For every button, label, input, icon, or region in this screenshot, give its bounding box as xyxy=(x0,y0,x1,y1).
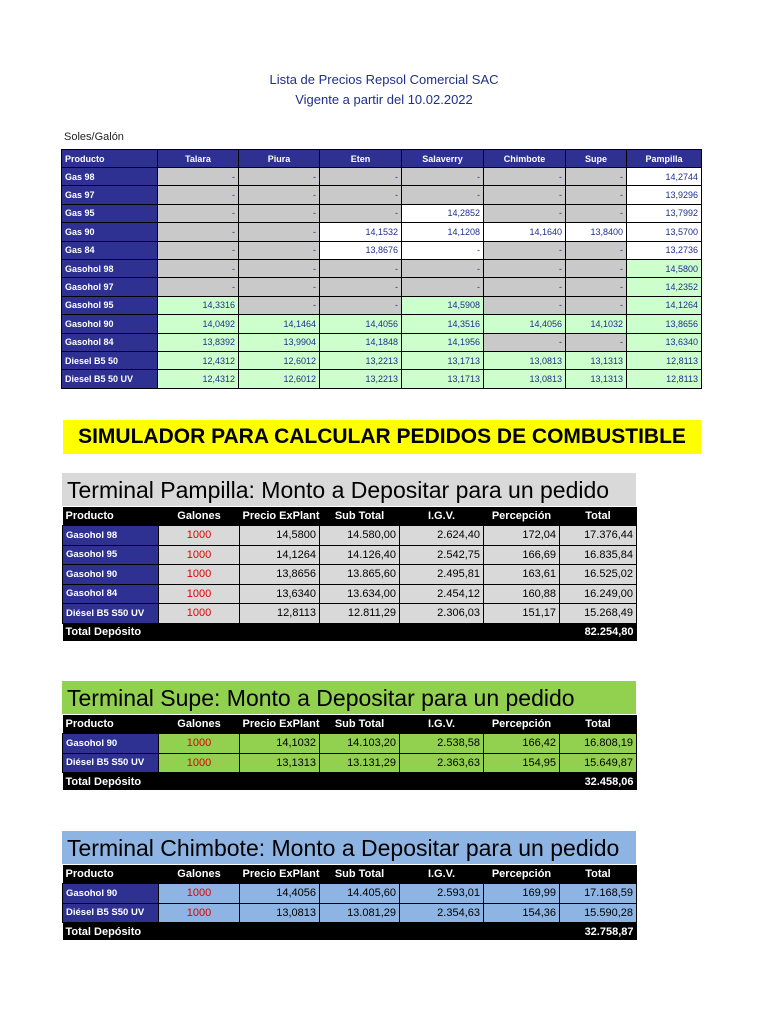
price-cell: - xyxy=(239,186,320,204)
price-cell: 14,2352 xyxy=(627,278,702,296)
price-cell: - xyxy=(320,296,402,314)
amount-cell: 15.649,87 xyxy=(560,753,637,773)
galones-input[interactable]: 1000 xyxy=(159,734,240,754)
price-col-header: Chimbote xyxy=(484,150,566,168)
price-col-header: Talara xyxy=(158,150,239,168)
galones-input[interactable]: 1000 xyxy=(159,526,240,546)
price-cell: - xyxy=(566,186,627,204)
product-name: Gasohol 95 xyxy=(63,545,159,565)
terminal-col-header: Sub Total xyxy=(320,715,400,734)
terminal-supe-table xyxy=(62,715,637,790)
price-cell: 14,3316 xyxy=(158,296,239,314)
terminal-chimbote-title: Terminal Chimbote: Monto a Depositar para un pedido xyxy=(62,831,636,864)
price-row xyxy=(62,370,702,388)
price-cell: 12,6012 xyxy=(239,351,320,369)
price-cell: - xyxy=(484,259,566,277)
product-name: Gas 95 xyxy=(62,204,158,222)
terminal-col-header: Percepción xyxy=(484,507,560,526)
amount-cell: 2.495,81 xyxy=(400,565,484,585)
amount-cell: 16.808,19 xyxy=(560,734,637,754)
price-cell: - xyxy=(402,241,484,259)
amount-cell: 14,5800 xyxy=(240,526,320,546)
amount-cell: 16.835,84 xyxy=(560,545,637,565)
page-subtitle: Vigente a partir del 10.02.2022 xyxy=(295,92,473,107)
amount-cell: 154,36 xyxy=(484,903,560,923)
price-cell: 13,6340 xyxy=(627,333,702,351)
amount-cell: 166,69 xyxy=(484,545,560,565)
amount-cell: 13,8656 xyxy=(240,565,320,585)
product-name: Gasohol 90 xyxy=(63,565,159,585)
total-row xyxy=(63,623,637,641)
terminal-col-header: Sub Total xyxy=(320,507,400,526)
price-cell: 14,1208 xyxy=(402,223,484,241)
terminal-col-header: Producto xyxy=(63,865,159,884)
price-cell: - xyxy=(566,204,627,222)
terminal-col-header: I.G.V. xyxy=(400,865,484,884)
terminal-col-header: Sub Total xyxy=(320,865,400,884)
price-cell: 12,8113 xyxy=(627,370,702,388)
product-name: Gas 84 xyxy=(62,241,158,259)
product-name: Gasohol 90 xyxy=(63,884,159,904)
amount-cell: 163,61 xyxy=(484,565,560,585)
price-cell: 14,1532 xyxy=(320,223,402,241)
product-name: Gas 90 xyxy=(62,223,158,241)
product-name: Gasohol 90 xyxy=(63,734,159,754)
product-name: Gasohol 97 xyxy=(62,278,158,296)
total-value: 32.758,87 xyxy=(560,923,637,941)
amount-cell: 2.363,63 xyxy=(400,753,484,773)
price-row xyxy=(62,186,702,204)
amount-cell: 166,42 xyxy=(484,734,560,754)
page-title: Lista de Precios Repsol Comercial SAC xyxy=(269,72,499,87)
price-col-header: Producto xyxy=(62,150,158,168)
price-col-header: Piura xyxy=(239,150,320,168)
price-cell: - xyxy=(320,168,402,186)
amount-cell: 2.593,01 xyxy=(400,884,484,904)
price-cell: 13,8676 xyxy=(320,241,402,259)
price-cell: - xyxy=(158,241,239,259)
amount-cell: 2.624,40 xyxy=(400,526,484,546)
price-cell: 13,7992 xyxy=(627,204,702,222)
price-cell: - xyxy=(239,204,320,222)
price-cell: - xyxy=(158,204,239,222)
price-cell: 12,6012 xyxy=(239,370,320,388)
price-cell: 14,1848 xyxy=(320,333,402,351)
terminal-col-header: Percepción xyxy=(484,715,560,734)
price-cell: - xyxy=(566,168,627,186)
amount-cell: 2.538,58 xyxy=(400,734,484,754)
product-name: Gasohol 98 xyxy=(62,259,158,277)
price-cell: 13,2213 xyxy=(320,351,402,369)
terminal-col-header: Precio ExPlant xyxy=(240,715,320,734)
price-cell: - xyxy=(158,186,239,204)
price-cell: 13,1713 xyxy=(402,370,484,388)
order-row xyxy=(63,565,637,585)
price-cell: 13,2736 xyxy=(627,241,702,259)
price-cell: 14,1956 xyxy=(402,333,484,351)
price-cell: 13,0813 xyxy=(484,351,566,369)
total-row xyxy=(63,773,637,791)
amount-cell: 13,1313 xyxy=(240,753,320,773)
product-name: Gasohol 98 xyxy=(63,526,159,546)
terminal-pampilla-title: Terminal Pampilla: Monto a Depositar para un pedido xyxy=(62,473,636,506)
amount-cell: 13,6340 xyxy=(240,584,320,604)
price-cell: - xyxy=(484,168,566,186)
product-name: Gas 98 xyxy=(62,168,158,186)
galones-input[interactable]: 1000 xyxy=(159,584,240,604)
price-table xyxy=(61,149,702,389)
price-row xyxy=(62,278,702,296)
order-row xyxy=(63,545,637,565)
amount-cell: 2.542,75 xyxy=(400,545,484,565)
price-cell: 13,2213 xyxy=(320,370,402,388)
product-name: Gasohol 95 xyxy=(62,296,158,314)
product-name: Diésel B5 S50 UV xyxy=(63,604,159,624)
price-cell: 14,4056 xyxy=(320,315,402,333)
price-col-header: Pampilla xyxy=(627,150,702,168)
order-row xyxy=(63,604,637,624)
price-cell: - xyxy=(320,204,402,222)
price-cell: - xyxy=(484,278,566,296)
total-label: Total Depósito xyxy=(63,773,560,791)
order-row xyxy=(63,526,637,546)
terminal-supe-title: Terminal Supe: Monto a Depositar para un pedido xyxy=(62,681,636,714)
price-cell: - xyxy=(484,296,566,314)
price-row xyxy=(62,204,702,222)
simulator-banner: SIMULADOR PARA CALCULAR PEDIDOS DE COMBUSTIBLE xyxy=(63,420,701,454)
total-value: 32.458,06 xyxy=(560,773,637,791)
amount-cell: 14.405,60 xyxy=(320,884,400,904)
amount-cell: 169,99 xyxy=(484,884,560,904)
price-row xyxy=(62,223,702,241)
price-row xyxy=(62,315,702,333)
terminal-col-header: I.G.V. xyxy=(400,507,484,526)
price-cell: 14,4056 xyxy=(484,315,566,333)
terminal-col-header: Total xyxy=(560,507,637,526)
galones-input[interactable]: 1000 xyxy=(159,884,240,904)
galones-input[interactable]: 1000 xyxy=(159,753,240,773)
price-cell: 14,5800 xyxy=(627,259,702,277)
amount-cell: 17.376,44 xyxy=(560,526,637,546)
amount-cell: 2.454,12 xyxy=(400,584,484,604)
price-cell: - xyxy=(484,241,566,259)
order-row xyxy=(63,584,637,604)
product-name: Diesel B5 50 xyxy=(62,351,158,369)
price-cell: 13,0813 xyxy=(484,370,566,388)
order-row xyxy=(63,903,637,923)
amount-cell: 15.268,49 xyxy=(560,604,637,624)
price-cell: - xyxy=(320,186,402,204)
galones-input[interactable]: 1000 xyxy=(159,903,240,923)
price-cell: 14,1640 xyxy=(484,223,566,241)
price-cell: 14,2852 xyxy=(402,204,484,222)
price-cell: - xyxy=(484,186,566,204)
price-cell: - xyxy=(158,223,239,241)
price-cell: - xyxy=(239,223,320,241)
price-cell: - xyxy=(320,259,402,277)
amount-cell: 14,1264 xyxy=(240,545,320,565)
amount-cell: 160,88 xyxy=(484,584,560,604)
price-cell: - xyxy=(239,296,320,314)
amount-cell: 2.354,63 xyxy=(400,903,484,923)
amount-cell: 14,1032 xyxy=(240,734,320,754)
price-col-header: Supe xyxy=(566,150,627,168)
amount-cell: 13.634,00 xyxy=(320,584,400,604)
product-name: Gas 97 xyxy=(62,186,158,204)
price-cell: 13,5700 xyxy=(627,223,702,241)
price-col-header: Eten xyxy=(320,150,402,168)
amount-cell: 13.081,29 xyxy=(320,903,400,923)
terminal-col-header: Precio ExPlant xyxy=(240,507,320,526)
amount-cell: 15.590,28 xyxy=(560,903,637,923)
amount-cell: 12,8113 xyxy=(240,604,320,624)
order-row xyxy=(63,884,637,904)
price-cell: 14,1264 xyxy=(627,296,702,314)
price-cell: 13,9904 xyxy=(239,333,320,351)
total-label: Total Depósito xyxy=(63,623,560,641)
terminal-col-header: Producto xyxy=(63,715,159,734)
amount-cell: 16.525,02 xyxy=(560,565,637,585)
price-cell: - xyxy=(566,278,627,296)
galones-input[interactable]: 1000 xyxy=(159,545,240,565)
product-name: Gasohol 84 xyxy=(62,333,158,351)
product-name: Gasohol 90 xyxy=(62,315,158,333)
terminal-col-header: Galones xyxy=(159,865,240,884)
terminal-col-header: Total xyxy=(560,865,637,884)
price-cell: - xyxy=(239,168,320,186)
terminal-chimbote-table xyxy=(62,865,637,940)
order-row xyxy=(63,753,637,773)
price-cell: - xyxy=(402,259,484,277)
total-label: Total Depósito xyxy=(63,923,560,941)
amount-cell: 13,0813 xyxy=(240,903,320,923)
amount-cell: 16.249,00 xyxy=(560,584,637,604)
total-row xyxy=(63,923,637,941)
price-cell: - xyxy=(320,278,402,296)
product-name: Diesel B5 50 UV xyxy=(62,370,158,388)
price-cell: 13,9296 xyxy=(627,186,702,204)
amount-cell: 151,17 xyxy=(484,604,560,624)
amount-cell: 14.580,00 xyxy=(320,526,400,546)
price-cell: 13,1713 xyxy=(402,351,484,369)
price-col-header: Salaverry xyxy=(402,150,484,168)
price-cell: - xyxy=(402,186,484,204)
price-row xyxy=(62,296,702,314)
amount-cell: 172,04 xyxy=(484,526,560,546)
price-cell: - xyxy=(484,204,566,222)
price-cell: 12,4312 xyxy=(158,370,239,388)
amount-cell: 154,95 xyxy=(484,753,560,773)
price-cell: 13,8656 xyxy=(627,315,702,333)
price-cell: - xyxy=(158,168,239,186)
terminal-col-header: Galones xyxy=(159,715,240,734)
price-cell: 12,8113 xyxy=(627,351,702,369)
price-cell: 14,1032 xyxy=(566,315,627,333)
amount-cell: 14.126,40 xyxy=(320,545,400,565)
price-row xyxy=(62,333,702,351)
price-row xyxy=(62,259,702,277)
price-cell: 12,4312 xyxy=(158,351,239,369)
terminal-col-header: Producto xyxy=(63,507,159,526)
terminal-col-header: Galones xyxy=(159,507,240,526)
product-name: Diésel B5 S50 UV xyxy=(63,903,159,923)
price-cell: - xyxy=(566,241,627,259)
price-cell: 13,8392 xyxy=(158,333,239,351)
price-cell: 14,0492 xyxy=(158,315,239,333)
price-cell: - xyxy=(239,259,320,277)
price-cell: 13,1313 xyxy=(566,370,627,388)
amount-cell: 12.811,29 xyxy=(320,604,400,624)
amount-cell: 17.168,59 xyxy=(560,884,637,904)
unit-label: Soles/Galón xyxy=(64,131,124,143)
price-cell: 14,3516 xyxy=(402,315,484,333)
terminal-pampilla-table xyxy=(62,507,637,641)
product-name: Gasohol 84 xyxy=(63,584,159,604)
price-cell: - xyxy=(158,278,239,296)
price-cell: 14,1464 xyxy=(239,315,320,333)
price-cell: - xyxy=(402,278,484,296)
galones-input[interactable]: 1000 xyxy=(159,604,240,624)
galones-input[interactable]: 1000 xyxy=(159,565,240,585)
price-cell: - xyxy=(566,296,627,314)
price-cell: - xyxy=(566,259,627,277)
amount-cell: 14.103,20 xyxy=(320,734,400,754)
price-cell: - xyxy=(402,168,484,186)
terminal-col-header: Precio ExPlant xyxy=(240,865,320,884)
price-row xyxy=(62,168,702,186)
price-cell: - xyxy=(239,241,320,259)
terminal-col-header: Percepción xyxy=(484,865,560,884)
terminal-col-header: I.G.V. xyxy=(400,715,484,734)
price-table-header xyxy=(62,150,702,168)
amount-cell: 14,4056 xyxy=(240,884,320,904)
price-cell: 13,8400 xyxy=(566,223,627,241)
price-row xyxy=(62,351,702,369)
price-row xyxy=(62,241,702,259)
amount-cell: 2.306,03 xyxy=(400,604,484,624)
price-cell: - xyxy=(484,333,566,351)
price-cell: - xyxy=(158,259,239,277)
amount-cell: 13.131,29 xyxy=(320,753,400,773)
price-cell: 14,5908 xyxy=(402,296,484,314)
total-value: 82.254,80 xyxy=(560,623,637,641)
price-cell: 14,2744 xyxy=(627,168,702,186)
price-cell: - xyxy=(566,333,627,351)
price-cell: - xyxy=(239,278,320,296)
product-name: Diésel B5 S50 UV xyxy=(63,753,159,773)
price-cell: 13,1313 xyxy=(566,351,627,369)
order-row xyxy=(63,734,637,754)
amount-cell: 13.865,60 xyxy=(320,565,400,585)
terminal-col-header: Total xyxy=(560,715,637,734)
